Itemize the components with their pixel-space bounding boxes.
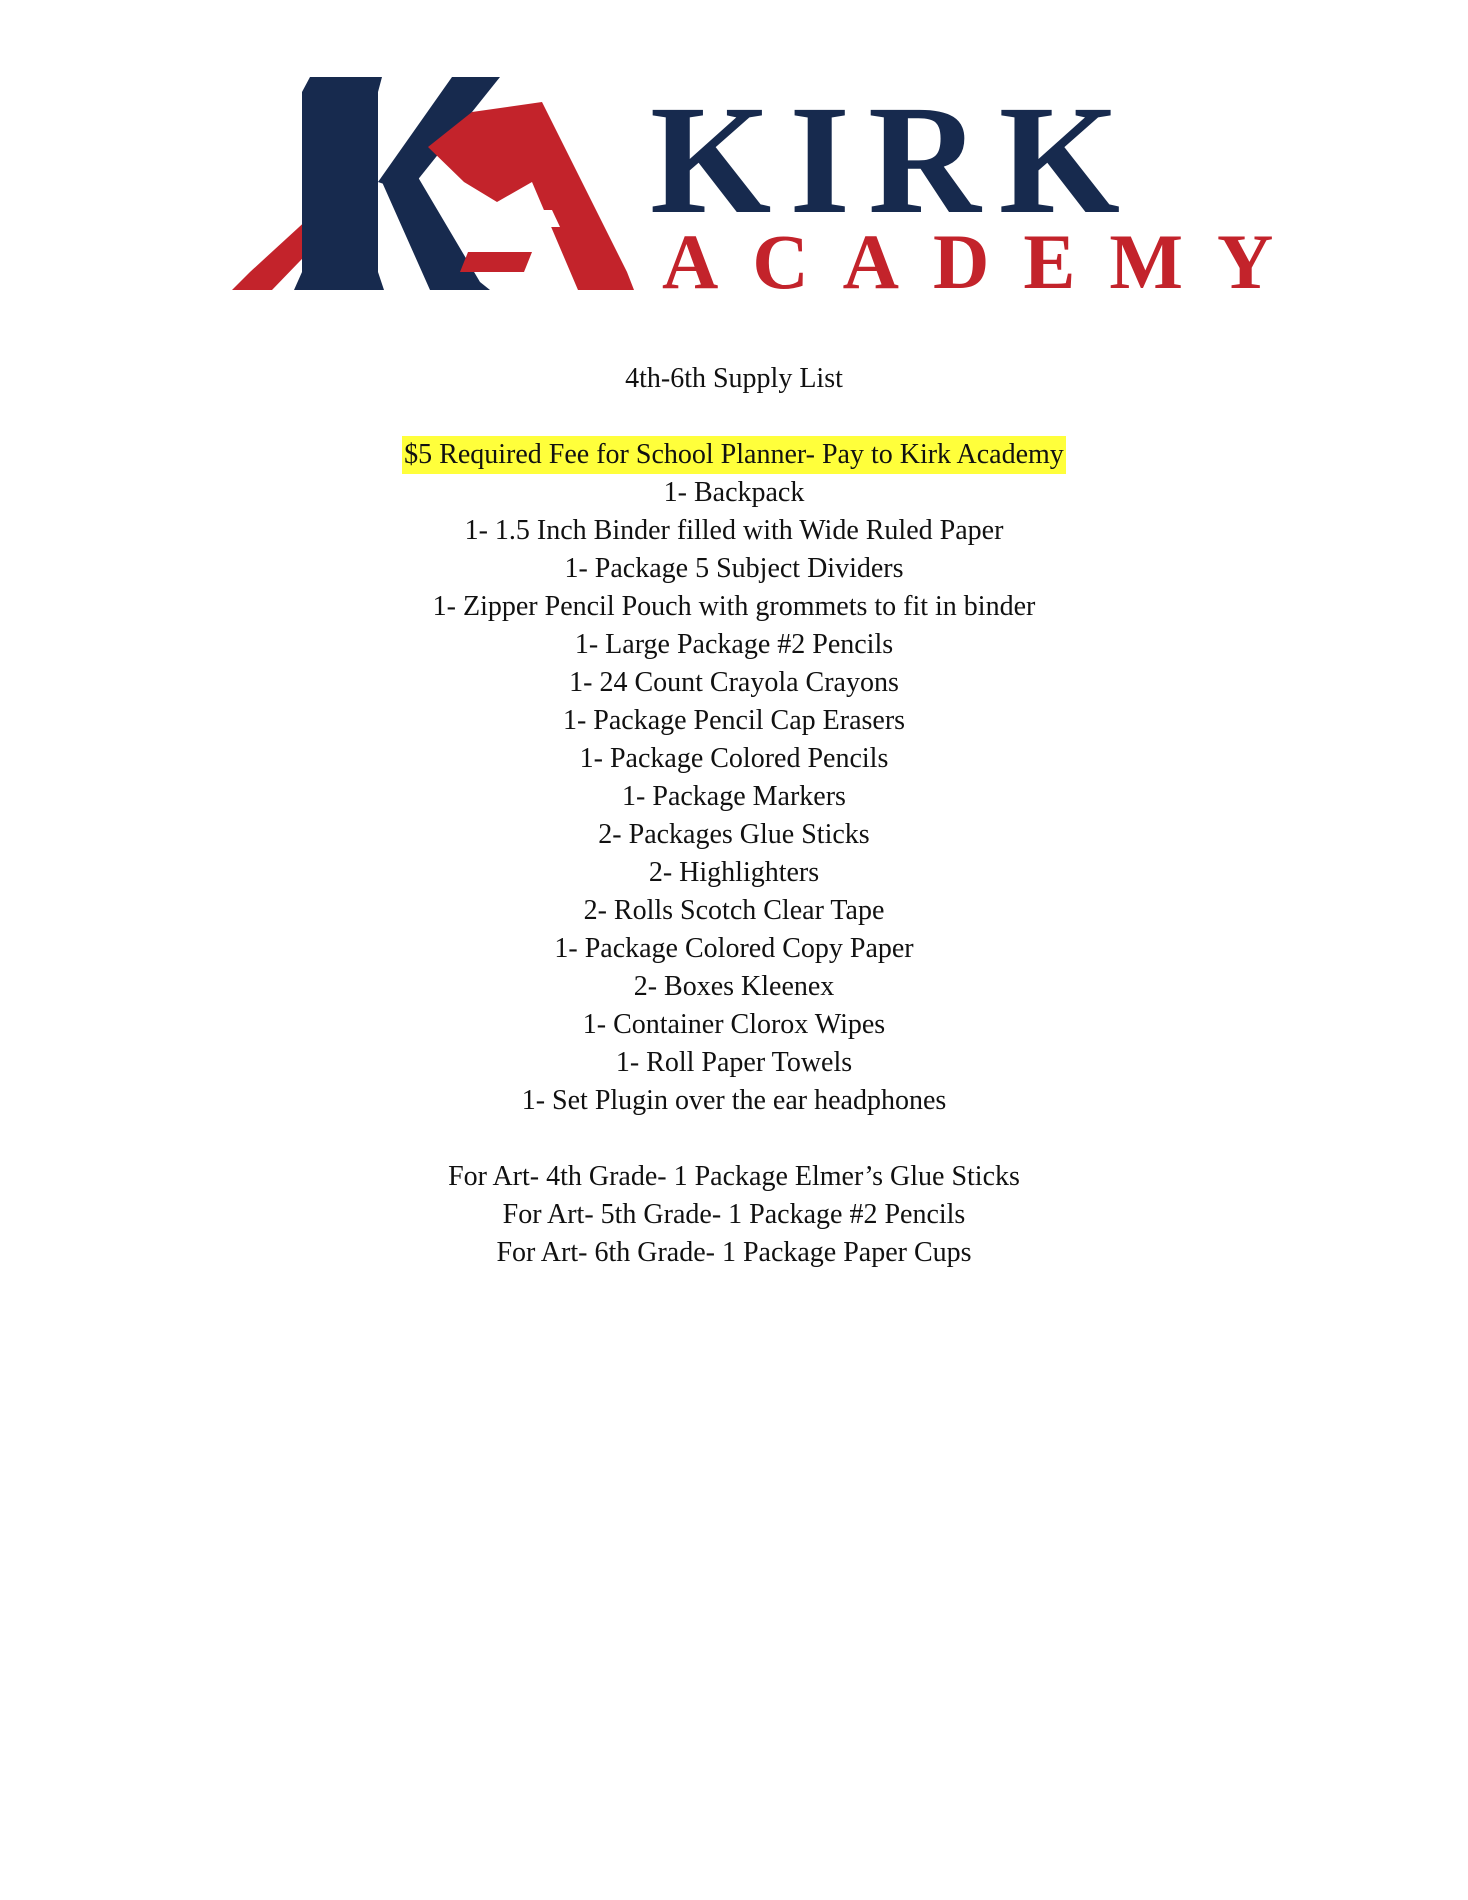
list-item: 2- Boxes Kleenex [633,971,835,1002]
art-list-item: For Art- 6th Grade- 1 Package Paper Cups [496,1237,972,1268]
list-item: 1- Set Plugin over the ear headphones [521,1085,947,1116]
list-item: 1- Container Clorox Wipes [582,1009,886,1040]
list-item: 1- Backpack [663,477,805,508]
list-item: 1- Large Package #2 Pencils [574,629,894,660]
fee-notice-highlight: $5 Required Fee for School Planner- Pay to Kirk Academy [402,436,1066,474]
list-item: 1- 24 Count Crayola Crayons [569,667,899,698]
fee-notice-line [0,436,1468,474]
art-list-item: For Art- 5th Grade- 1 Package #2 Pencils [502,1199,966,1230]
logo-text-kirk: KIRK [650,73,1139,246]
logo-graphic [232,72,1308,305]
list-item: 1- Package Markers [622,781,846,812]
list-item: 1- Zipper Pencil Pouch with grommets to fit in binder [432,591,1036,622]
kirk-academy-logo [232,72,1308,305]
art-supply-list [0,1158,1468,1272]
list-item: 1- Package Colored Copy Paper [554,933,914,964]
art-list-item: For Art- 4th Grade- 1 Package Elmer’s Glue Sticks [448,1161,1020,1192]
supply-list [0,474,1468,1120]
document-body [0,360,1468,1272]
list-item: 1- Roll Paper Towels [615,1047,853,1078]
list-item: 2- Highlighters [648,857,820,888]
list-item: 1- 1.5 Inch Binder filled with Wide Ruled Paper [464,515,1004,546]
list-item: 1- Package 5 Subject Dividers [564,553,904,584]
list-item: 1- Package Pencil Cap Erasers [562,705,906,736]
list-item: 2- Rolls Scotch Clear Tape [583,895,885,926]
logo-text-academy: ACADEMY [662,218,1308,305]
list-item: 2- Packages Glue Sticks [598,819,870,850]
page-title: 4th-6th Supply List [625,363,843,394]
list-item: 1- Package Colored Pencils [579,743,889,774]
ka-monogram-mark [232,77,634,290]
